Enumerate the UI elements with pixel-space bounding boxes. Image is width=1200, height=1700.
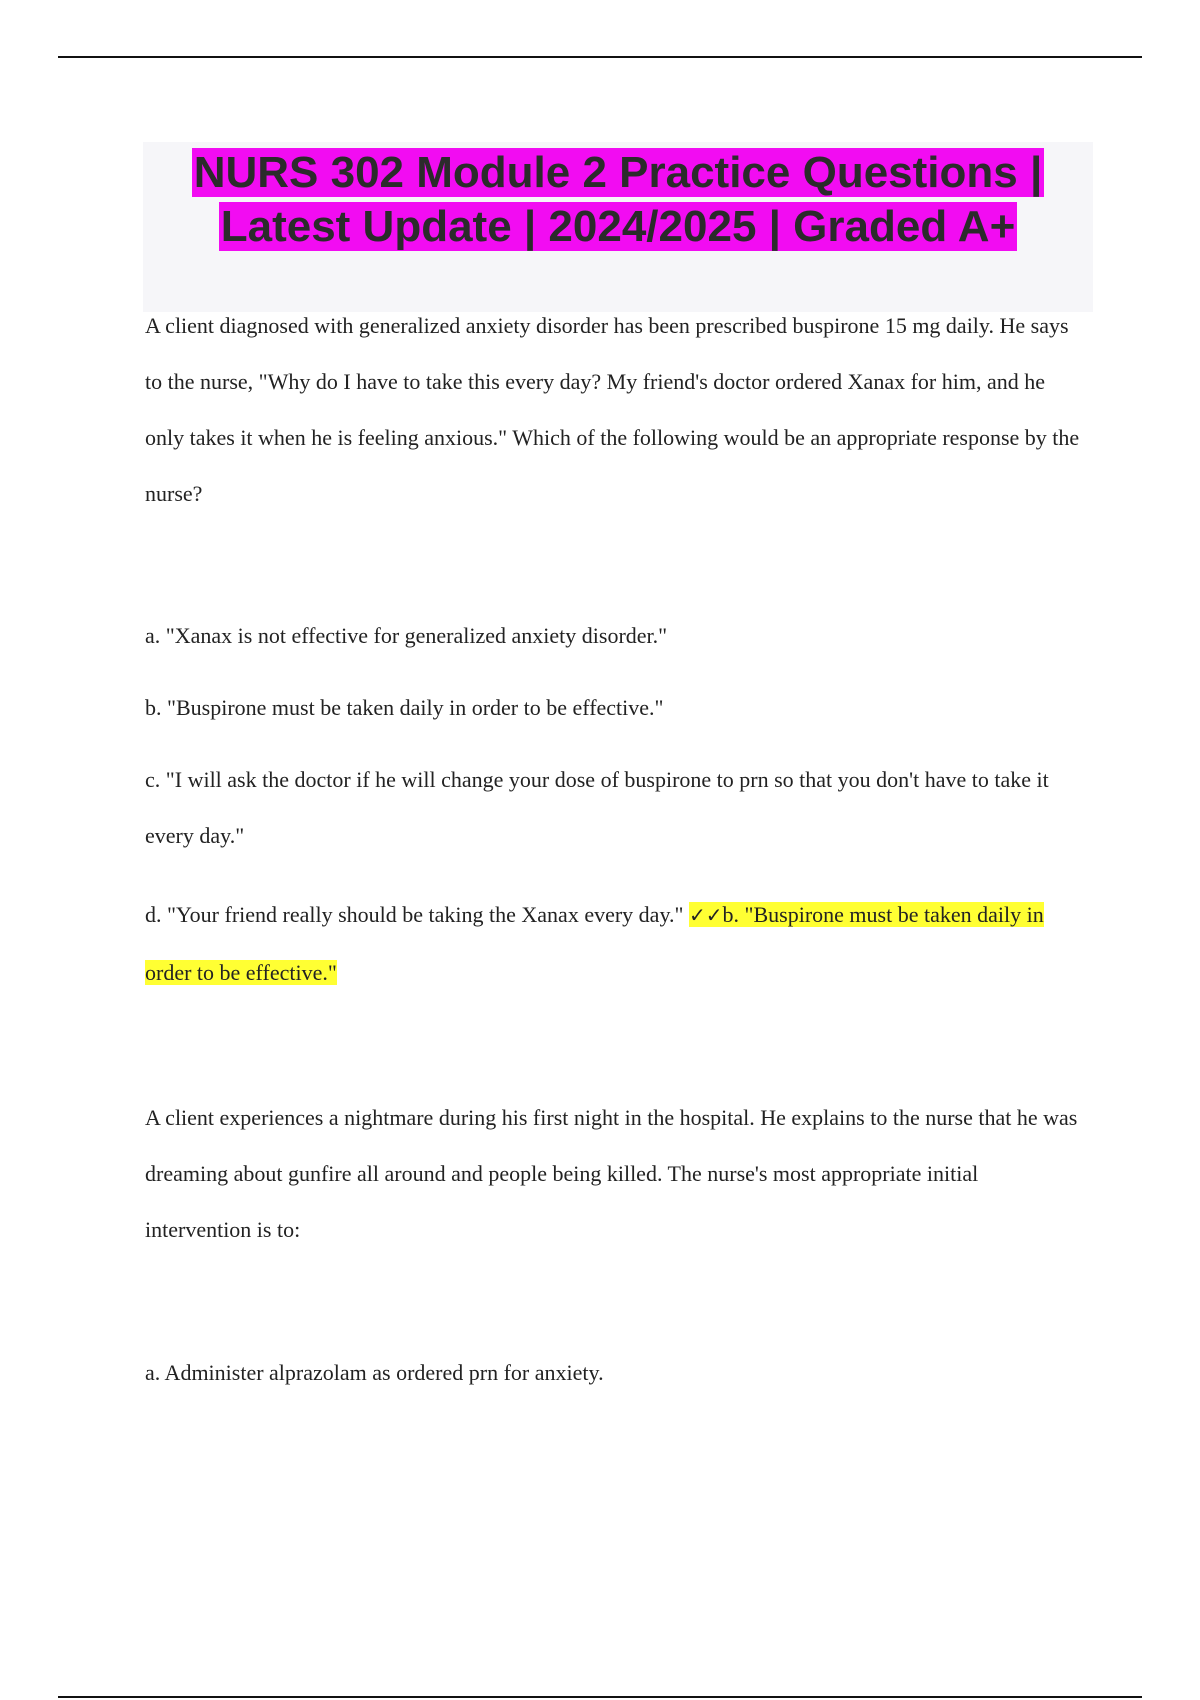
title-line-1: NURS 302 Module 2 Practice Questions | (193, 148, 1043, 197)
question-1-option-b: b. "Buspirone must be taken daily in order to be effective." (145, 695, 664, 720)
question-1-answer-text: b. "Buspirone must be taken daily in order to be effective." (145, 902, 1044, 985)
question-1-option-d-with-answer (145, 886, 1085, 1002)
page-title (143, 146, 1093, 254)
title-line-2: Latest Update | 2024/2025 | Graded A+ (220, 202, 1016, 251)
question-1-option-c: c. "I will ask the doctor if he will change your dose of buspirone to prn so that you don't have to take it every day." (145, 767, 1049, 848)
title-block (143, 142, 1093, 312)
checkmark-icon: ✓✓ (689, 903, 723, 927)
bottom-rule (58, 1696, 1142, 1698)
top-rule (58, 56, 1142, 58)
question-1-option-d: d. "Your friend really should be taking the Xanax every day." (145, 902, 684, 927)
question-1-option-a: a. "Xanax is not effective for generalized anxiety disorder." (145, 623, 668, 648)
question-1-stem: A client diagnosed with generalized anxiety disorder has been prescribed buspirone 15 mg daily. He says to the nurse, "Why do I have to take this every day? My friend's doctor ordered Xanax for him, and he only takes it when he is feeling anxious." Which of the following would be an appropriate response by the nurse? (145, 313, 1080, 506)
question-2-option-a: a. Administer alprazolam as ordered prn for anxiety. (145, 1360, 604, 1385)
question-2-stem: A client experiences a nightmare during his first night in the hospital. He explains to the nurse that he was dreaming about gunfire all around and people being killed. The nurse's most appropriate initial intervention is to: (145, 1105, 1078, 1242)
